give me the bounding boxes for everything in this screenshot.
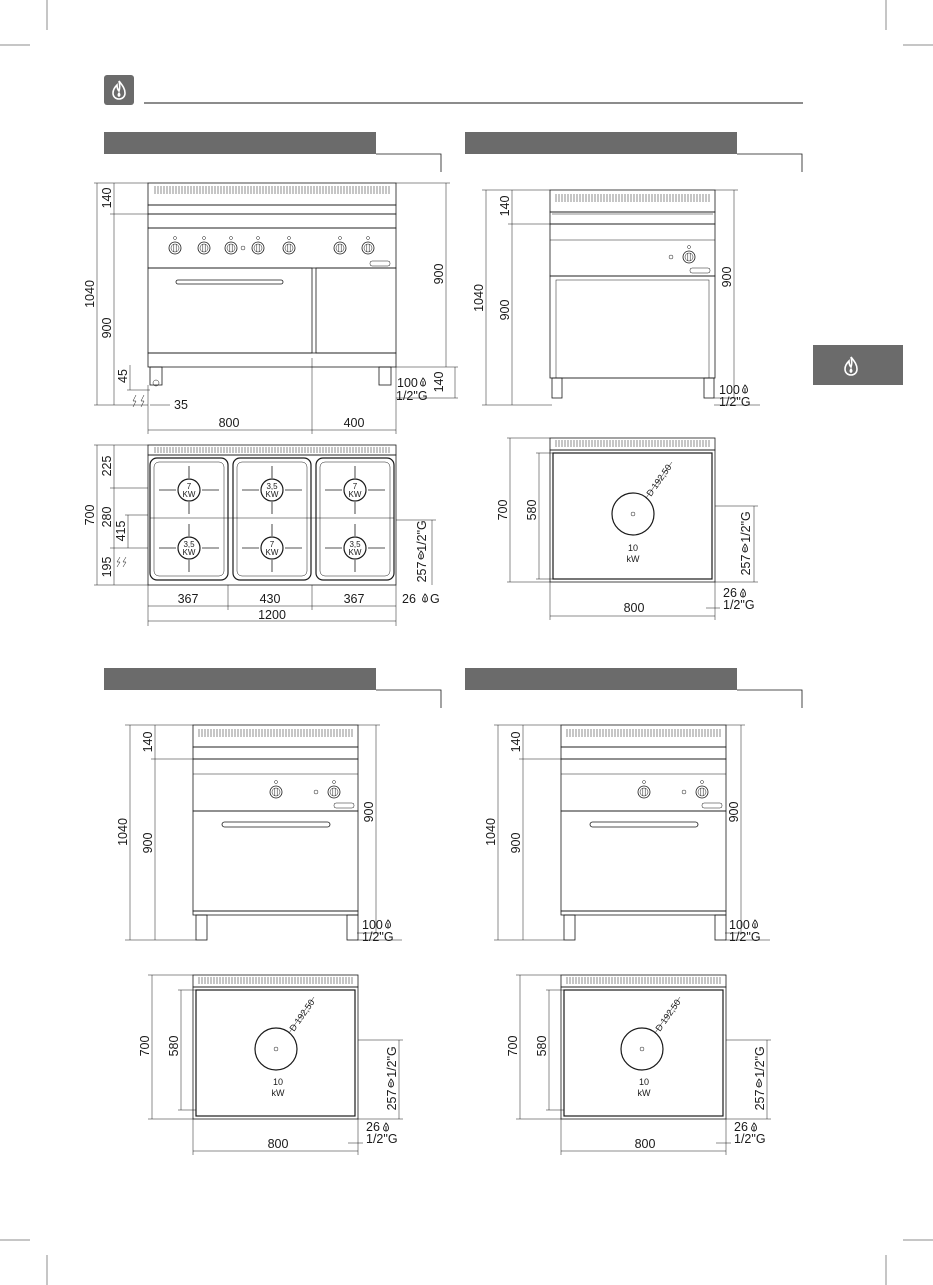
dim-text: 900	[100, 317, 114, 339]
gas-connection-icon	[743, 385, 748, 393]
dim-text: 900	[509, 832, 523, 854]
dim-text: 800	[267, 1137, 289, 1151]
dim-text: 415	[114, 520, 128, 542]
dim-text: 1040	[472, 284, 486, 312]
dim-text: 26	[734, 1120, 748, 1134]
burner	[325, 524, 385, 572]
solid-plate	[612, 493, 654, 535]
dim-text: 1/2"G	[396, 389, 428, 403]
dim-text: 400	[343, 416, 365, 430]
dim-text: 1/2"G	[734, 1132, 766, 1146]
dim-text: 800	[623, 601, 645, 615]
burner-unit: KW	[265, 490, 279, 499]
dim-text: 257	[415, 561, 429, 583]
page-header	[104, 75, 803, 105]
solid-top-oven-a-front-view	[116, 725, 402, 944]
dim-text: 257	[739, 554, 753, 576]
dim-text: 257	[753, 1089, 767, 1111]
solid-top-oven-a-top-dimensions	[138, 975, 403, 1155]
dim-text: 430	[259, 592, 281, 606]
dim-text: 280	[100, 506, 114, 528]
dim-text: 580	[535, 1035, 549, 1057]
dim-text: 900	[141, 832, 155, 854]
dim-text: 1/2"G	[415, 520, 429, 552]
burner-power: 3,5	[183, 540, 195, 549]
gas-connection-icon	[423, 594, 428, 602]
dim-text: D 192,50	[644, 462, 674, 499]
dim-text: 225	[100, 455, 114, 477]
dim-text: 800	[218, 416, 240, 430]
oven-door	[193, 811, 358, 911]
oven-handle	[222, 822, 330, 827]
dim-text: 195	[100, 556, 114, 578]
vent-slots	[556, 440, 709, 447]
vent-slots	[155, 186, 389, 194]
solid-top-cabinet-front-view	[472, 190, 760, 409]
solid-plate	[255, 1028, 297, 1070]
dim-text: 900	[720, 266, 734, 288]
solid-top-oven-b-top-dimensions	[506, 975, 771, 1155]
dim-text: 26	[402, 592, 416, 606]
burner	[242, 524, 302, 572]
dim-text: 1/2"G	[362, 930, 394, 944]
dim-text: 580	[167, 1035, 181, 1057]
solid-top-cabinet-front-dimensions	[472, 190, 760, 409]
gas-connection-icon	[753, 920, 758, 928]
burner-unit: KW	[348, 490, 362, 499]
dim-text: 1/2"G	[385, 1046, 399, 1078]
dim-text: 800	[634, 1137, 656, 1151]
dim-text: D 192,50	[653, 997, 683, 1034]
dim-text: 700	[506, 1035, 520, 1057]
gas-connection-icon	[421, 378, 426, 386]
dim-text: 1/2"G	[723, 598, 755, 612]
dim-text: 1/2"G	[719, 395, 751, 409]
dim-text: 26	[366, 1120, 380, 1134]
burner-unit: KW	[182, 490, 196, 499]
solid-plate	[621, 1028, 663, 1070]
gas-connection-icon	[741, 589, 746, 597]
control-knobs	[169, 237, 390, 267]
oven-door	[148, 268, 312, 353]
dim-text: 367	[343, 592, 365, 606]
dim-text: kW	[271, 1088, 285, 1098]
vent-slots	[199, 977, 352, 984]
oven-handle	[590, 822, 698, 827]
dim-text: 900	[432, 263, 446, 285]
dim-text: G	[430, 592, 440, 606]
dim-text: 367	[177, 592, 199, 606]
gas-connection-icon	[757, 1079, 762, 1087]
dim-text: 700	[83, 504, 97, 526]
dim-text: 900	[362, 801, 376, 823]
cabinet-door	[316, 268, 396, 353]
dim-text: 140	[498, 195, 512, 217]
dim-text: 900	[727, 801, 741, 823]
burner-power: 3,5	[266, 482, 278, 491]
dim-text: 100	[729, 918, 750, 932]
dim-text: 1/2"G	[753, 1046, 767, 1078]
dim-text: 1/2"G	[366, 1132, 398, 1146]
cabinet-open	[550, 276, 715, 378]
dim-text: 1/2"G	[729, 930, 761, 944]
dim-text: kW	[637, 1088, 651, 1098]
range-front-dimensions	[83, 183, 458, 434]
vent-slots	[199, 729, 352, 737]
gas-flame-icon	[813, 345, 903, 385]
dim-text: 10	[627, 543, 639, 553]
dim-text: 1040	[484, 818, 498, 846]
gas-connection-icon	[389, 1079, 394, 1087]
dim-text: 140	[432, 371, 446, 393]
burner-unit: KW	[348, 548, 362, 557]
vent-slots	[556, 194, 709, 202]
section-headers	[104, 132, 802, 708]
oven-handle	[176, 280, 283, 284]
gas-connection-icon	[752, 1123, 757, 1131]
dim-text: 35	[174, 398, 188, 412]
dim-text: 100	[397, 376, 418, 390]
side-tab	[813, 345, 903, 385]
burner	[159, 466, 219, 514]
burner	[159, 524, 219, 572]
burner-power: 3,5	[349, 540, 361, 549]
dim-text: 1040	[116, 818, 130, 846]
burner-power: 7	[269, 540, 275, 549]
range-top-view	[83, 445, 440, 626]
solid-top-oven-b-front-view	[484, 725, 770, 944]
solid-top-oven-a-top-view	[138, 975, 403, 1155]
vent-slots	[567, 729, 720, 737]
dim-text: 140	[141, 731, 155, 753]
burner	[325, 466, 385, 514]
dim-text: 700	[138, 1035, 152, 1057]
solid-top-cabinet-top-view	[496, 438, 758, 620]
range-front-view	[83, 183, 458, 434]
dim-text: 140	[100, 187, 114, 209]
burner-unit: KW	[182, 548, 196, 557]
dim-text: D 192,50	[287, 997, 317, 1034]
dim-text: 580	[525, 499, 539, 521]
dim-text: 10	[638, 1077, 650, 1087]
solid-top-cabinet-top-dimensions	[496, 438, 758, 620]
dim-text: 45	[116, 369, 130, 383]
range-top-dimensions	[83, 445, 440, 626]
dim-text: 26	[723, 586, 737, 600]
gas-connection-icon	[386, 920, 391, 928]
dim-text: 257	[385, 1089, 399, 1111]
vent-slots	[155, 447, 389, 453]
oven-door	[561, 811, 726, 911]
dim-text: 100	[362, 918, 383, 932]
dim-text: 700	[496, 499, 510, 521]
burner-power: 7	[186, 482, 192, 491]
burners	[159, 466, 385, 572]
dim-text: 100	[719, 383, 740, 397]
dim-text: 1040	[83, 280, 97, 308]
dim-text: 1200	[258, 608, 286, 622]
gas-connection-icon	[384, 1123, 389, 1131]
dim-text: 10	[272, 1077, 284, 1087]
dim-text: 140	[509, 731, 523, 753]
dim-text: 1/2"G	[739, 511, 753, 543]
burner-power: 7	[352, 482, 358, 491]
vent-slots	[567, 977, 720, 984]
dim-text: 900	[498, 299, 512, 321]
solid-top-oven-b-top-view	[506, 975, 771, 1155]
gas-connection-icon	[743, 544, 748, 552]
burner-unit: KW	[265, 548, 279, 557]
dim-text: kW	[626, 554, 640, 564]
burner	[242, 466, 302, 514]
